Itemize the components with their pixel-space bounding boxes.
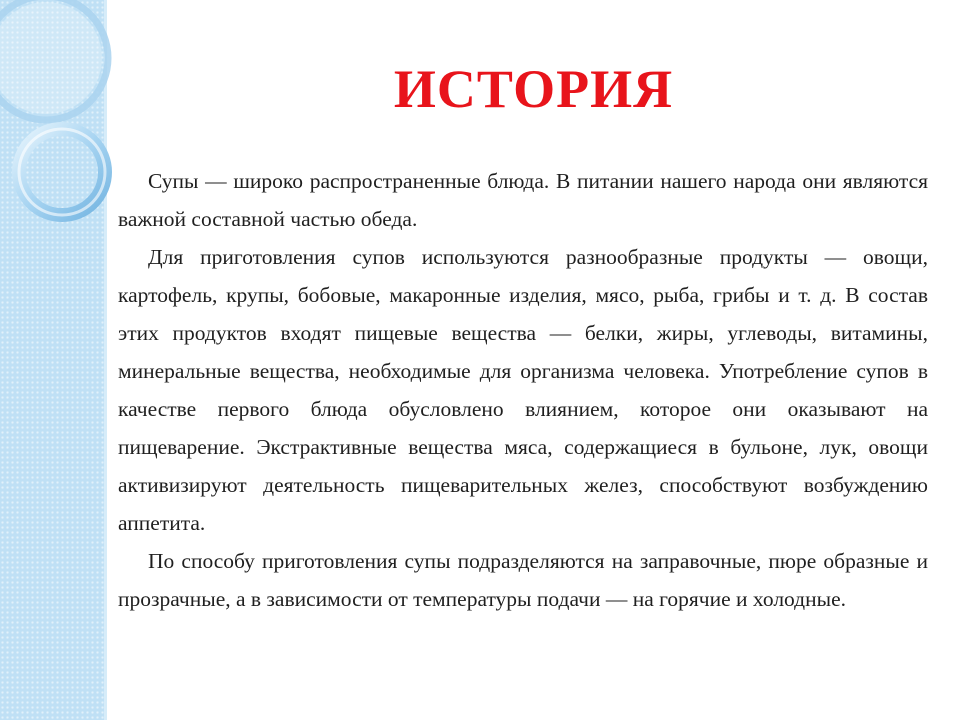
paragraph-1: Супы — широко распространенные блюда. В питании нашего народа они являются важной составной частью обеда.	[118, 169, 928, 231]
slide-title: ИСТОРИЯ	[393, 59, 674, 119]
body-text	[118, 162, 928, 618]
paragraph-3: По способу приготовления супы подразделяются на заправочные, пюре образные и прозрачные, а в зависимости от температуры подачи — на горячие и холодные.	[118, 549, 928, 611]
paragraph-2: Для приготовления супов используются разнообразные продукты — овощи, картофель, крупы, бобовые, макаронные изделия, мясо, рыба, грибы и т. д. В состав этих продуктов входят пищевые вещества — белки, жиры, углеводы, витамины, минеральные вещества, необходимые для организма человека. Употребление супов в качестве первого блюда обусловлено влиянием, которое они оказывают на пищеварение. Экстрактивные вещества мяса, содержащиеся в бульоне, лук, овощи активизируют деятельность пищеварительных желез, способствуют возбуждению аппетита.	[118, 245, 928, 535]
